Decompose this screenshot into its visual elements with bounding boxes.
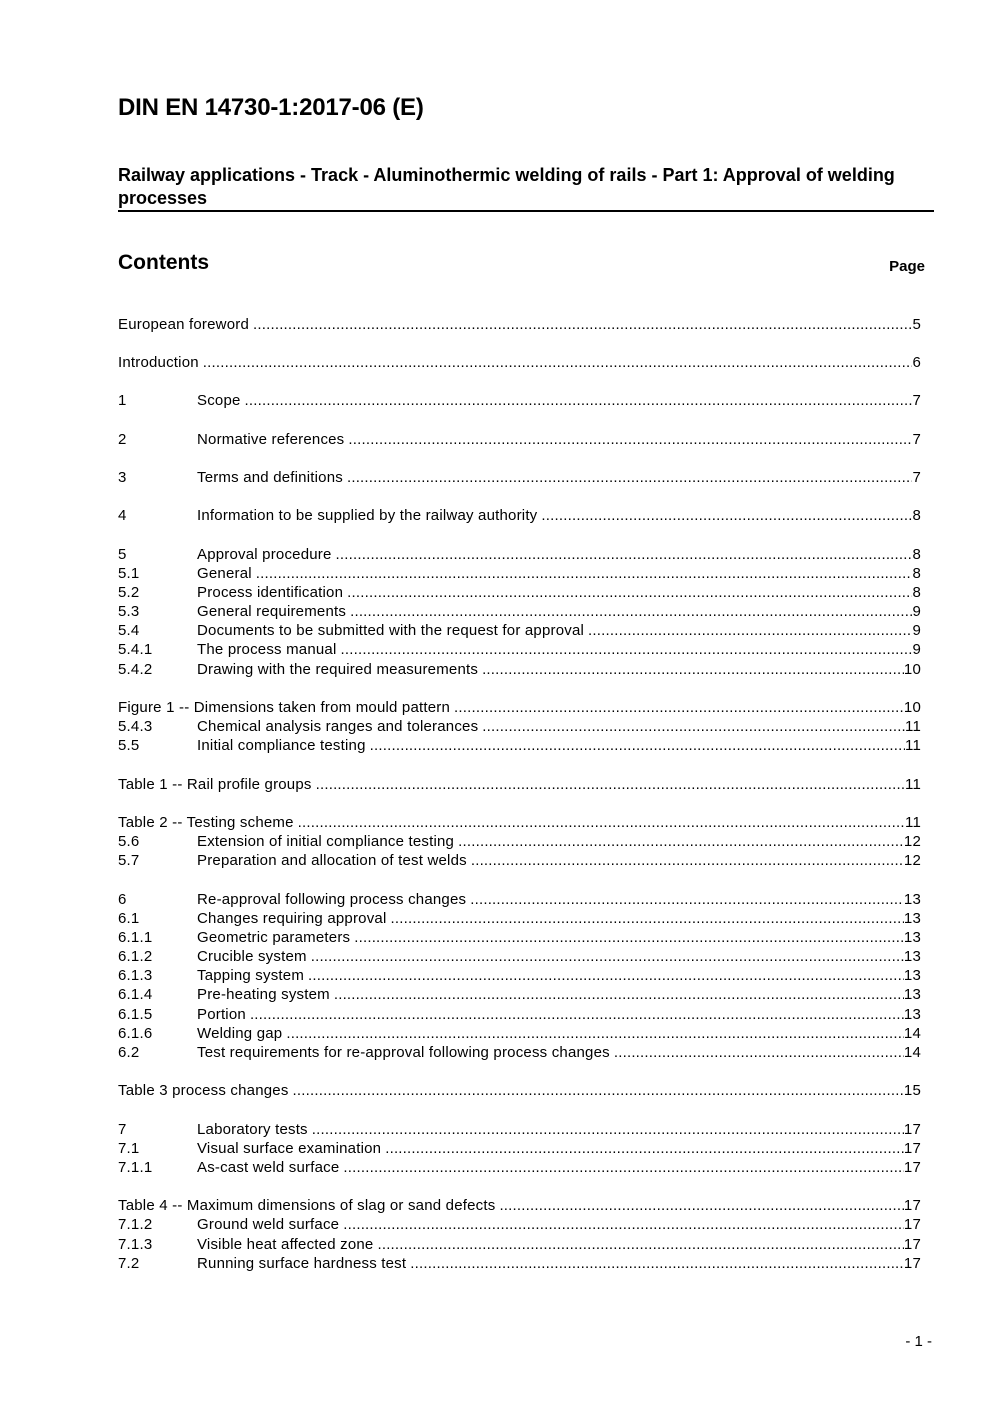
toc-entry-number: 6.1.2 <box>118 948 153 965</box>
toc-entry-page: 12 <box>903 852 921 869</box>
toc-entry-number: 5.4.1 <box>118 641 153 658</box>
toc-entry[interactable] <box>118 813 921 832</box>
toc-entry-number: 6 <box>118 891 127 908</box>
toc-dot-leader <box>336 545 913 564</box>
toc-entry-page: 17 <box>903 1159 921 1176</box>
toc-entry-page: 7 <box>912 392 921 409</box>
toc-entry-page: 17 <box>903 1140 921 1157</box>
toc-dot-leader <box>588 621 912 640</box>
toc-entry-number: 5.2 <box>118 584 140 601</box>
toc-entry-page: 13 <box>903 948 921 965</box>
toc-entry-number: 5.6 <box>118 833 140 850</box>
toc-entry[interactable] <box>118 583 921 602</box>
toc-entry[interactable] <box>118 966 921 985</box>
toc-entry-page: 13 <box>903 891 921 908</box>
toc-entry[interactable] <box>118 909 921 928</box>
toc-entry-page: 6 <box>912 354 921 371</box>
toc-dot-leader <box>471 851 904 870</box>
toc-entry-title: Table 4 -- Maximum dimensions of slag or sand defects <box>118 1197 496 1214</box>
toc-entry[interactable] <box>118 564 921 583</box>
toc-entry-number: 5.4 <box>118 622 140 639</box>
toc-entry-title: Terms and definitions <box>197 469 343 486</box>
toc-entry-page: 8 <box>912 546 921 563</box>
toc-dot-leader <box>391 909 904 928</box>
toc-dot-leader <box>347 583 912 602</box>
toc-dot-leader <box>348 430 912 449</box>
toc-entry[interactable] <box>118 1005 921 1024</box>
toc-entry-title: Ground weld surface <box>197 1216 340 1233</box>
toc-entry-page: 11 <box>905 737 921 754</box>
toc-entry-title: Crucible system <box>197 948 307 965</box>
toc-entry-number: 6.1.1 <box>118 929 153 946</box>
toc-entry-page: 11 <box>905 814 921 831</box>
toc-entry-page: 12 <box>903 833 921 850</box>
toc-entry-title: Re-approval following process changes <box>197 891 467 908</box>
toc-dot-leader <box>377 1235 903 1254</box>
toc-entry-page: 17 <box>903 1197 921 1214</box>
toc-entry-page: 17 <box>903 1255 921 1272</box>
toc-entry-page: 13 <box>903 986 921 1003</box>
toc-entry-title: Table 2 -- Testing scheme <box>118 814 294 831</box>
toc-dot-leader <box>256 564 913 583</box>
toc-dot-leader <box>298 813 905 832</box>
toc-entry-page: 8 <box>912 565 921 582</box>
toc-entry-number: 5.1 <box>118 565 140 582</box>
toc-dot-leader <box>334 985 904 1004</box>
toc-entry-number: 7.2 <box>118 1255 140 1272</box>
toc-entry-page: 9 <box>912 622 921 639</box>
toc-dot-leader <box>354 928 904 947</box>
toc-entry[interactable] <box>118 1043 921 1062</box>
toc-entry-title: Normative references <box>197 431 345 448</box>
toc-entry-number: 7.1 <box>118 1140 140 1157</box>
toc-entry-number: 7 <box>118 1121 127 1138</box>
toc-dot-leader <box>311 947 904 966</box>
toc-entry-number: 6.1.6 <box>118 1025 153 1042</box>
toc-dot-leader <box>293 1081 904 1100</box>
toc-dot-leader <box>458 832 904 851</box>
toc-entry[interactable] <box>118 736 921 755</box>
toc-entry[interactable] <box>118 602 921 621</box>
toc-dot-leader <box>370 736 905 755</box>
document-title: DIN EN 14730-1:2017-06 (E) <box>118 94 424 121</box>
toc-entry-number: 2 <box>118 431 127 448</box>
toc-entry-page: 10 <box>903 699 921 716</box>
toc-entry-title: Figure 1 -- Dimensions taken from mould pattern <box>118 699 451 716</box>
toc-dot-leader <box>308 966 904 985</box>
toc-entry-title: Drawing with the required measurements <box>197 661 479 678</box>
toc-entry-number: 5.4.3 <box>118 718 153 735</box>
toc-entry-page: 14 <box>903 1044 921 1061</box>
toc-dot-leader <box>454 698 904 717</box>
toc-dot-leader <box>541 506 912 525</box>
toc-entry-title: Visible heat affected zone <box>197 1236 374 1253</box>
toc-entry[interactable] <box>118 430 921 449</box>
toc-entry-title: Approval procedure <box>197 546 332 563</box>
toc-entry[interactable] <box>118 1120 921 1139</box>
toc-entry-page: 14 <box>903 1025 921 1042</box>
toc-entry-title: Documents to be submitted with the request for approval <box>197 622 585 639</box>
toc-dot-leader <box>343 1158 904 1177</box>
toc-entry-page: 11 <box>905 776 921 793</box>
toc-entry-number: 7.1.2 <box>118 1216 153 1233</box>
toc-dot-leader <box>203 353 913 372</box>
toc-entry-page: 9 <box>912 603 921 620</box>
toc-entry-number: 3 <box>118 469 127 486</box>
toc-entry-title: Tapping system <box>197 967 305 984</box>
toc-entry[interactable] <box>118 890 921 909</box>
toc-entry-title: General requirements <box>197 603 347 620</box>
toc-entry[interactable] <box>118 545 921 564</box>
toc-entry-title: The process manual <box>197 641 337 658</box>
toc-dot-leader <box>499 1196 903 1215</box>
toc-entry[interactable] <box>118 621 921 640</box>
toc-dot-leader <box>250 1005 904 1024</box>
toc-entry[interactable] <box>118 1158 921 1177</box>
toc-entry-number: 5.3 <box>118 603 140 620</box>
toc-entry[interactable] <box>118 698 921 717</box>
toc-dot-leader <box>253 315 912 334</box>
toc-entry-page: 13 <box>903 910 921 927</box>
toc-entry[interactable] <box>118 717 921 736</box>
toc-entry[interactable] <box>118 1215 921 1234</box>
toc-entry[interactable] <box>118 1081 921 1100</box>
toc-dot-leader <box>470 890 904 909</box>
toc-dot-leader <box>245 391 913 410</box>
toc-entry-number: 7.1.3 <box>118 1236 153 1253</box>
toc-entry[interactable] <box>118 947 921 966</box>
toc-dot-leader <box>286 1024 904 1043</box>
toc-entry[interactable] <box>118 775 921 794</box>
toc-entry[interactable] <box>118 660 921 679</box>
toc-entry[interactable] <box>118 832 921 851</box>
toc-entry-title: European foreword <box>118 316 249 333</box>
toc-entry-number: 1 <box>118 392 127 409</box>
toc-entry-title: Preparation and allocation of test welds <box>197 852 467 869</box>
toc-entry[interactable] <box>118 928 921 947</box>
toc-entry-title: Portion <box>197 1006 246 1023</box>
toc-entry-number: 6.1.5 <box>118 1006 153 1023</box>
toc-entry-number: 5.5 <box>118 737 140 754</box>
toc-entry-title: Changes requiring approval <box>197 910 387 927</box>
toc-entry-page: 13 <box>903 929 921 946</box>
toc-entry-title: Table 3 process changes <box>118 1082 289 1099</box>
toc-dot-leader <box>350 602 912 621</box>
toc-dot-leader <box>410 1254 904 1273</box>
toc-entry-title: Test requirements for re-approval following process changes <box>197 1044 610 1061</box>
toc-entry-title: Welding gap <box>197 1025 283 1042</box>
toc-dot-leader <box>341 640 913 659</box>
document-subtitle: Railway applications - Track - Aluminothermic welding of rails - Part 1: Approval of welding processes <box>118 165 895 208</box>
toc-entry-number: 5 <box>118 546 127 563</box>
toc-dot-leader <box>482 660 904 679</box>
toc-entry-page: 17 <box>903 1121 921 1138</box>
toc-entry-page: 17 <box>903 1216 921 1233</box>
toc-dot-leader <box>316 775 905 794</box>
toc-entry-title: Pre-heating system <box>197 986 330 1003</box>
toc-entry-title: Laboratory tests <box>197 1121 308 1138</box>
title-rule <box>118 210 934 212</box>
toc-entry[interactable] <box>118 1024 921 1043</box>
toc-entry-title: Geometric parameters <box>197 929 351 946</box>
toc-entry-title: Information to be supplied by the railway authority <box>197 507 538 524</box>
toc-entry-page: 11 <box>905 718 921 735</box>
toc-dot-leader <box>312 1120 904 1139</box>
toc-entry-number: 6.2 <box>118 1044 140 1061</box>
toc-entry[interactable] <box>118 640 921 659</box>
toc-entry-title: Chemical analysis ranges and tolerances <box>197 718 479 735</box>
toc-entry-page: 5 <box>912 316 921 333</box>
toc-entry[interactable] <box>118 391 921 410</box>
toc-entry-title: Scope <box>197 392 241 409</box>
toc-entry-number: 6.1.3 <box>118 967 153 984</box>
toc-entry-page: 15 <box>903 1082 921 1099</box>
toc-entry[interactable] <box>118 1196 921 1215</box>
toc-entry-page: 13 <box>903 967 921 984</box>
page-column-label: Page <box>889 258 925 275</box>
toc-entry-page: 17 <box>903 1236 921 1253</box>
toc-dot-leader <box>614 1043 904 1062</box>
toc-dot-leader <box>347 468 913 487</box>
toc-entry[interactable] <box>118 353 921 372</box>
toc-entry[interactable] <box>118 851 921 870</box>
toc-entry-title: Introduction <box>118 354 199 371</box>
contents-heading: Contents <box>118 251 209 274</box>
toc-entry-page: 13 <box>903 1006 921 1023</box>
toc-entry-title: Extension of initial compliance testing <box>197 833 455 850</box>
toc-entry[interactable] <box>118 1254 921 1273</box>
toc-dot-leader <box>343 1215 904 1234</box>
toc-entry-page: 8 <box>912 584 921 601</box>
footer-page-number: - 1 - <box>905 1333 932 1350</box>
toc-entry[interactable] <box>118 468 921 487</box>
toc-entry[interactable] <box>118 506 921 525</box>
toc-entry[interactable] <box>118 315 921 334</box>
toc-entry-number: 5.7 <box>118 852 140 869</box>
toc-entry-title: Visual surface examination <box>197 1140 382 1157</box>
toc-entry[interactable] <box>118 1139 921 1158</box>
toc-entry-number: 6.1 <box>118 910 140 927</box>
toc-dot-leader <box>385 1139 904 1158</box>
toc-entry-page: 9 <box>912 641 921 658</box>
toc-entry-page: 7 <box>912 469 921 486</box>
toc-entry-number: 6.1.4 <box>118 986 153 1003</box>
toc-entry-page: 10 <box>903 661 921 678</box>
toc-entry-page: 7 <box>912 431 921 448</box>
toc-entry-page: 8 <box>912 507 921 524</box>
toc-dot-leader <box>482 717 905 736</box>
toc-entry-title: General <box>197 565 252 582</box>
toc-entry-number: 5.4.2 <box>118 661 153 678</box>
toc-entry-title: Initial compliance testing <box>197 737 366 754</box>
toc-entry[interactable] <box>118 985 921 1004</box>
toc-entry-number: 7.1.1 <box>118 1159 153 1176</box>
toc-entry[interactable] <box>118 1235 921 1254</box>
toc-entry-title: Table 1 -- Rail profile groups <box>118 776 312 793</box>
toc-entry-title: Running surface hardness test <box>197 1255 407 1272</box>
toc-entry-number: 4 <box>118 507 127 524</box>
toc-entry-title: As-cast weld surface <box>197 1159 340 1176</box>
toc-entry-title: Process identification <box>197 584 344 601</box>
